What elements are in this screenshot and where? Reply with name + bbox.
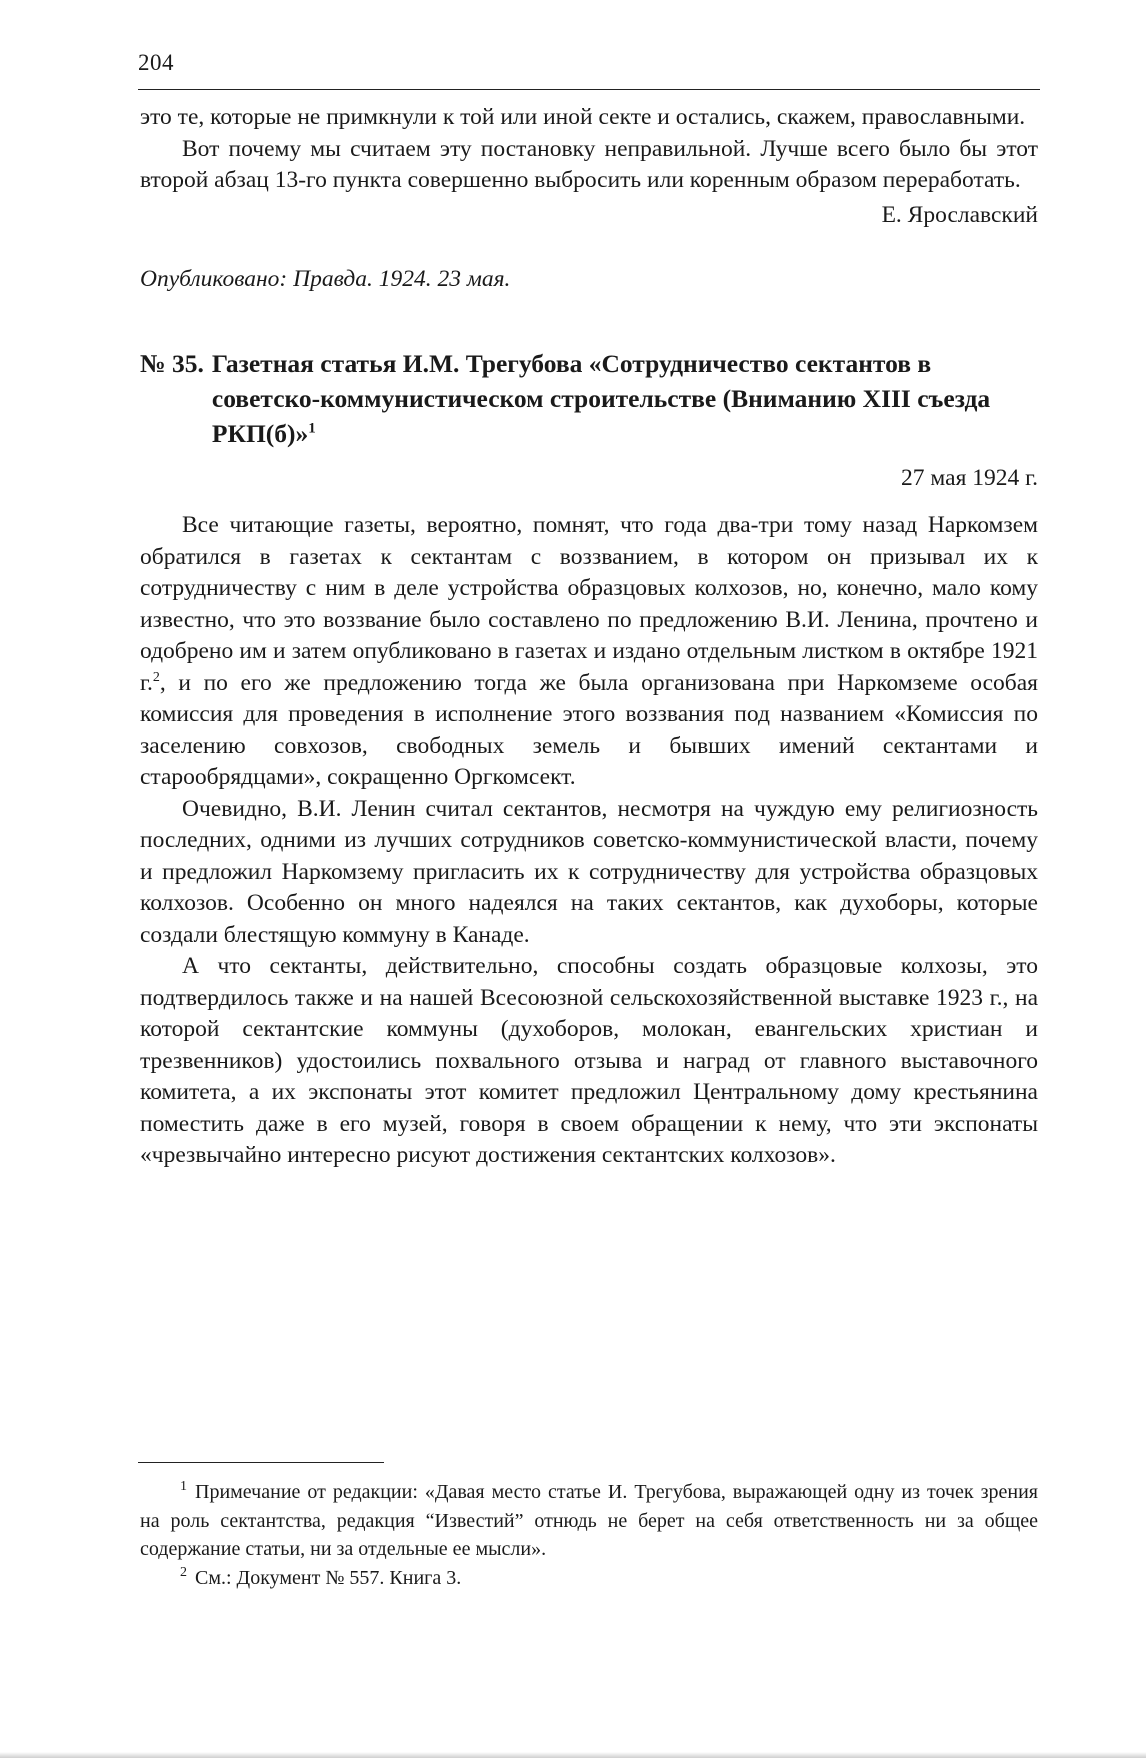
footnote-text: Примечание от редакции: «Давая место статье И. Трегубова, выражающей одну из точек зрения на роль сектантства, редакция “Известий” отнюдь не берет на себя ответственность ни за общее содержание статьи, ни за отдельные ее мысли». [140, 1481, 1038, 1560]
footnote-1 [140, 1478, 1038, 1564]
publication-source: Опубликовано: Правда. 1924. 23 мая. [140, 266, 511, 292]
article-paragraph-2: Очевидно, В.И. Ленин считал сектантов, несмотря на чуждую ему религиозность последних, одними из лучших сотрудников советско-коммунистической власти, почему и предложил Наркомзему пригласить их к сотрудничеству для устройства образцовых колхозов. Особенно он много надеялся на таких сектантов, как духоборы, которые создали блестящую коммуну в Канаде. [140, 795, 1038, 948]
document-heading [140, 346, 1038, 451]
article-paragraph-1-part-a: Все читающие газеты, вероятно, помнят, что года два-три тому назад Наркомзем обратился в газетах к сектантам с воззванием, в котором он призывал их к сотрудничеству с ним в деле устройства образцовых колхозов, но, конечно, мало кому известно, что это воззвание было составлено по предложению В.И. Ленина, прочтено и одобрено им и затем опубликовано в газетах и издано отдельным листком в октябре 1921 г. [140, 512, 1038, 696]
document-date: 27 мая 1924 г. [901, 464, 1038, 491]
header-rule [138, 89, 1040, 90]
document-number: № 35. [140, 348, 204, 378]
footnote-rule [138, 1462, 384, 1463]
title-footnote-ref[interactable]: 1 [308, 420, 316, 436]
footnotes [140, 1478, 1038, 1592]
page-body [140, 102, 1038, 1172]
page-number: 204 [138, 50, 174, 75]
document-title [204, 346, 1038, 451]
intro-paragraph-1: это те, которые не примкнули к той или иной секте и остались, скажем, православными. [140, 104, 1026, 130]
page-bottom-edge [0, 1752, 1146, 1758]
footnote-number: 1 [180, 1479, 187, 1495]
footnote-2 [140, 1564, 1038, 1593]
footnote-number: 2 [180, 1564, 187, 1580]
footnote-ref-2[interactable]: 2 [152, 669, 160, 685]
article-paragraph-1-part-b: , и по его же предложению тогда же была организована при Наркомземе особая комиссия для проведения в исполнение этого воззвания под названием «Комиссия по заселению совхозов, свободных земель и бывших имений сектантами и старообрядцами», сокращенно Оргкомсект. [140, 669, 1038, 790]
article-paragraph-3: А что сектанты, действительно, способны создать образцовые колхозы, это подтвердилось также и на нашей Всесоюзной сельскохозяйственной выставке 1923 г., на которой сектантские коммуны (духоборов, молокан, евангельских христиан и трезвенников) удостоились похвального отзыва и наград от главного выставочного комитета, а их экспонаты этот комитет предложил Центральному дому крестьянина поместить даже в его музей, говоря в своем обращении к нему, что эти экспонаты «чрезвычайно интересно рисуют достижения сектантских колхозов». [140, 953, 1038, 1168]
intro-paragraph-2: Вот почему мы считаем эту постановку неправильной. Лучше всего было бы этот второй абзац 13-го пункта совершенно выбросить или коренным образом переработать. [140, 135, 1038, 193]
footnote-text: См.: Документ № 557. Книга 3. [195, 1566, 462, 1589]
signature: Е. Ярославский [881, 201, 1038, 228]
article-paragraph-1 [140, 510, 1038, 794]
document-title-text: Газетная статья И.М. Трегубова «Сотрудничество сектантов в советско-коммунистическом строительстве (Вниманию XIII съезда РКП(б)» [211, 348, 991, 448]
